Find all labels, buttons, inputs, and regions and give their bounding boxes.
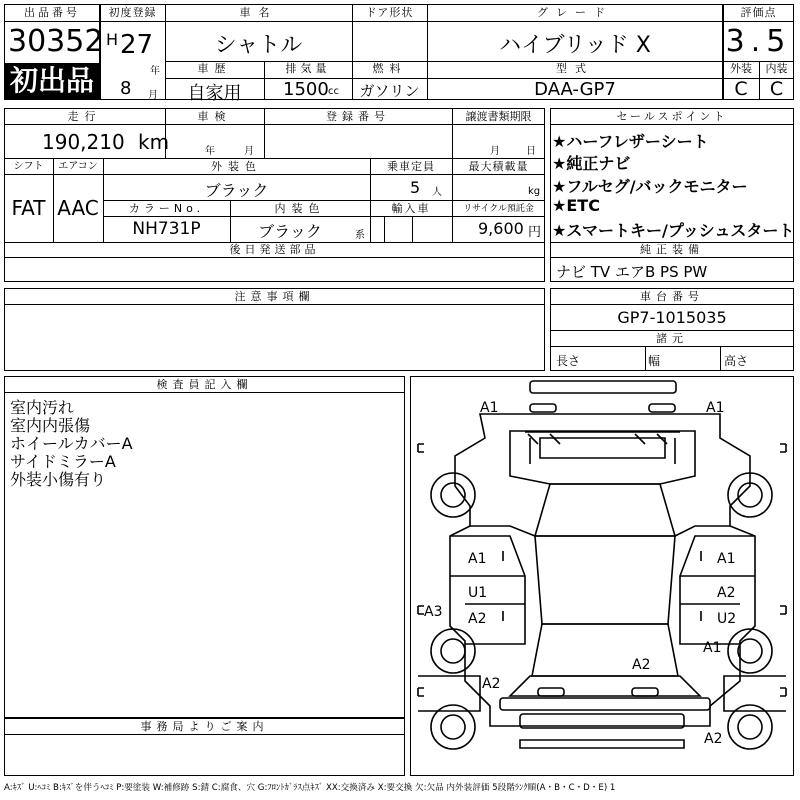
inspector-note: ホイールカバーA — [10, 434, 133, 453]
exterior-grade: C — [734, 78, 748, 100]
transfer-date-label: 譲渡書類期限 — [465, 110, 532, 123]
person-unit: 人 — [432, 187, 442, 198]
color-no-label: カラーNo. — [128, 202, 205, 215]
inspector-note: サイドミラーA — [10, 452, 116, 471]
sales-point: ★純正ナビ — [552, 154, 631, 173]
inspection-month-unit: 月 — [244, 146, 254, 157]
office-label: 事務局よりご案内 — [140, 720, 269, 733]
aircon-value: AAC — [57, 196, 99, 220]
score-value: 3.5 — [725, 24, 792, 59]
mileage-label: 走行 — [67, 110, 102, 123]
int-color-value: ブラック — [258, 222, 322, 241]
mark-rear-left: A2 — [482, 676, 501, 692]
mark-left-rear-door-u: U1 — [468, 585, 488, 601]
kei-unit: 系 — [355, 230, 365, 241]
mark-left-rear-door-a: A2 — [468, 611, 487, 627]
interior-grade: C — [769, 78, 784, 100]
recycle-value: 9,600 — [478, 219, 524, 238]
shift-value: FAT — [11, 196, 46, 220]
legend-text: A:ｷｽﾞ U:ﾍｺﾐ B:ｷｽﾞを伴うﾍｺﾐ P:要塗装 W:補修跡 S:錆 C:腐食、穴 G:ﾌﾛﾝﾄｶﾞﾗｽ点ｷｽﾞ XX:交換済み X:要交換 欠:欠品 内外装評価 5段階ﾗﾝｸ順(A・B・C・D・E) 1 — [4, 783, 616, 793]
mark-rear-bumper: A2 — [704, 731, 723, 747]
first-reg-month: 8 — [120, 78, 132, 99]
transfer-month-unit: 月 — [490, 146, 500, 157]
sales-point: ★フルセグ/バックモニター — [552, 177, 748, 196]
fuel-value: ガソリン — [359, 82, 420, 100]
inspector-note: 室内内張傷 — [10, 416, 91, 435]
month-unit: 月 — [148, 90, 158, 101]
mark-trunk: A2 — [632, 657, 651, 673]
history-value: 自家用 — [187, 83, 242, 104]
km-unit: km — [138, 130, 170, 154]
genuine-equip-label: 純正装備 — [640, 243, 704, 256]
door-label: ドア形状 — [365, 6, 414, 19]
genuine-equip-value: ナビ TV エアB PS PW — [556, 263, 708, 281]
car-damage-diagram — [410, 376, 794, 776]
mark-left-front-door: A1 — [468, 551, 487, 567]
model-code-value: DAA-GP7 — [534, 79, 616, 100]
mark-left-sill: A3 — [424, 604, 443, 620]
length-label: 長さ — [556, 354, 581, 368]
inspection-year-unit: 年 — [205, 146, 215, 157]
lot-number: 30352 — [8, 24, 104, 59]
mark-right-quarter: A1 — [703, 640, 722, 656]
first-reg-label: 初度登録 — [108, 6, 157, 19]
fuel-label: 燃料 — [372, 62, 407, 75]
yen-unit: 円 — [528, 225, 542, 240]
sales-points-label: セールスポイント — [616, 110, 728, 123]
dimensions-label: 諸元 — [656, 332, 688, 345]
reg-no-label: 登録番号 — [326, 110, 390, 123]
exterior-grade-label: 外装 — [730, 62, 752, 75]
color-no-value: NH731P — [132, 219, 201, 239]
chassis-label: 車台番号 — [640, 290, 704, 303]
score-label: 評価点 — [740, 6, 777, 19]
mileage-value: 190,210 — [42, 130, 125, 154]
first-listing-badge: 初出品 — [5, 63, 99, 99]
grade-value: ハイブリッド X — [499, 33, 651, 58]
int-color-label: 内装色 — [274, 202, 326, 215]
height-label: 高さ — [724, 354, 749, 368]
model-code-label: 型式 — [556, 62, 594, 75]
displacement-value: 1500 — [283, 79, 329, 100]
grade-label: グレード — [537, 6, 613, 19]
later-parts-label: 後日発送部品 — [229, 243, 320, 256]
capacity-value: 5 — [410, 178, 421, 197]
car-name-label: 車名 — [239, 6, 278, 19]
era-h: H — [106, 30, 119, 49]
aircon-label: エアコン — [58, 161, 98, 172]
sales-point: ★ハーフレザーシート — [552, 132, 709, 151]
inspector-note: 室内汚れ — [10, 398, 75, 417]
mark-right-rear-door-u: U2 — [717, 611, 737, 627]
kg-unit: kg — [528, 186, 541, 197]
cc-unit: cc — [328, 86, 339, 97]
mark-front-right: A1 — [706, 400, 725, 416]
lot-label: 出品番号 — [24, 6, 80, 19]
sales-point: ★スマートキー/プッシュスタート — [552, 221, 795, 240]
mark-right-front-door: A1 — [717, 551, 736, 567]
mark-right-rear-door-a: A2 — [717, 585, 736, 601]
inspector-label: 検査員記入欄 — [156, 378, 253, 391]
interior-grade-label: 内装 — [765, 62, 788, 75]
notes-label: 注意事項欄 — [234, 290, 315, 303]
width-label: 幅 — [648, 354, 661, 368]
history-label: 車歴 — [197, 62, 232, 75]
capacity-label: 乗車定員 — [387, 160, 435, 173]
inspector-note: 外装小傷有り — [10, 470, 107, 489]
first-reg-year: 27 — [120, 30, 154, 60]
import-label: 輸入車 — [391, 202, 431, 215]
displacement-label: 排気量 — [285, 62, 331, 75]
chassis-value: GP7-1015035 — [617, 308, 727, 327]
car-name: シャトル — [214, 33, 303, 58]
inspection-label: 車検 — [197, 110, 232, 123]
year-unit: 年 — [150, 66, 160, 77]
max-load-label: 最大積載量 — [468, 160, 529, 173]
sales-point: ★ETC — [552, 196, 600, 215]
mark-front-left: A1 — [480, 400, 499, 416]
shift-label: シフト — [13, 161, 44, 172]
ext-color-label: 外装色 — [211, 160, 262, 173]
transfer-day-unit: 日 — [526, 146, 536, 157]
ext-color-value: ブラック — [204, 181, 269, 200]
recycle-label: リサイクル預託金 — [463, 204, 534, 214]
